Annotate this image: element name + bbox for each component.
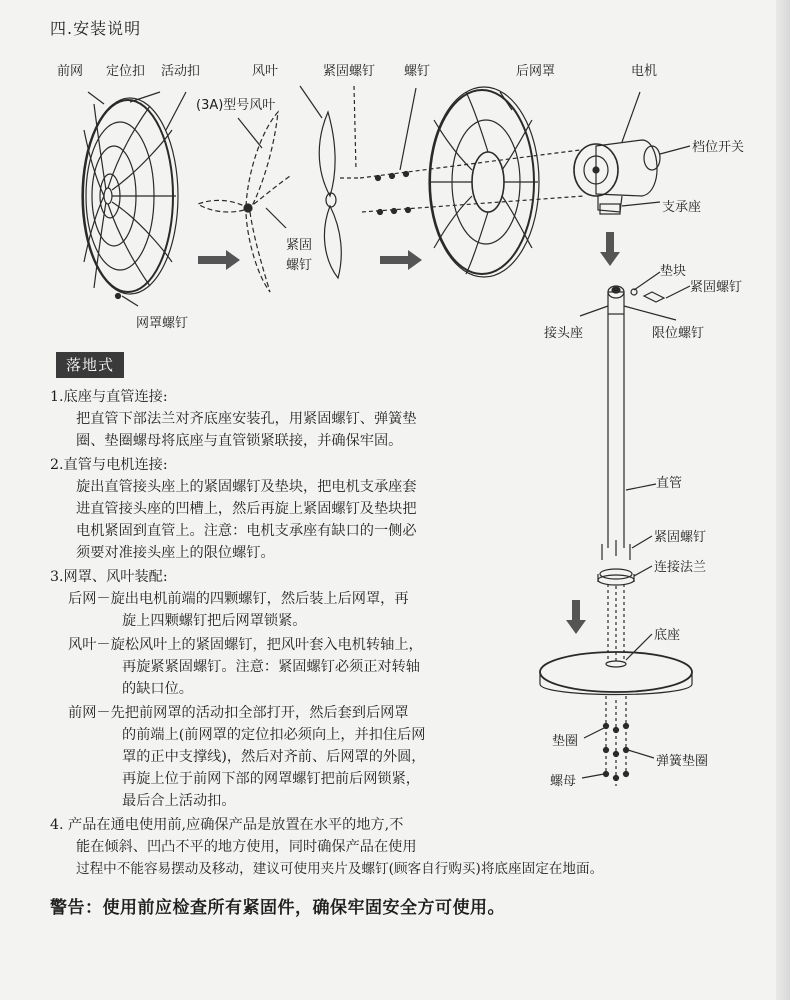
- step-1-heading: 1.底座与直管连接:: [50, 389, 168, 405]
- step-line: 圈、垫圈螺母将底座与直管锁紧联接，并确保牢固。: [76, 433, 403, 449]
- label-fastening-screw-blade: 紧固 螺钉: [286, 238, 313, 273]
- step-3-heading: 3.网罩、风叶装配:: [50, 569, 168, 585]
- label-motor: 电机: [631, 64, 658, 79]
- label-joint-seat: 接头座: [544, 326, 584, 341]
- warning-text: 警告：使用前应检查所有紧固件，确保牢固安全方可使用。: [50, 898, 505, 918]
- blade-3a-drawing: [198, 112, 290, 292]
- step-line: 能在倾斜、凹凸不平的地方使用，同时确保产品在使用: [76, 839, 417, 855]
- label-spring-washer: 弹簧垫圈: [656, 754, 709, 769]
- label-connecting-flange: 连接法兰: [654, 560, 707, 575]
- step-4-heading: 4. 产品在通电使用前,应确保产品是放置在水平的地方,不: [50, 817, 404, 833]
- step-line: 再旋紧紧固螺钉。注意：紧固螺钉必须正对转轴: [122, 659, 420, 675]
- step-line: 的前端上(前网罩的定位扣必须向上，并扣住后网: [122, 727, 426, 743]
- label-nut: 螺母: [550, 774, 577, 789]
- label-washer: 垫圈: [552, 734, 579, 749]
- step-line: 电机紧固到直管上。注意：电机支承座有缺口的一侧必: [76, 523, 417, 539]
- label-locating-clip: 定位扣: [106, 64, 146, 79]
- section-heading: 四.安装说明: [50, 19, 142, 38]
- label-movable-clip: 活动扣: [161, 64, 201, 79]
- label-rear-grille: 后网罩: [516, 64, 556, 79]
- step-line: 后网－旋出电机前端的四颗螺钉，然后装上后网罩，再: [68, 591, 409, 607]
- step-line: 须要对准接头座上的限位螺钉。: [76, 545, 275, 561]
- step-line: 旋出直管接头座上的紧固螺钉及垫块，把电机支承座套: [76, 479, 417, 495]
- step-line: 最后合上活动扣。: [122, 793, 236, 809]
- label-fastening-screw-top: 紧固螺钉: [323, 64, 376, 79]
- label-fastening-screw-flange: 紧固螺钉: [654, 530, 707, 545]
- label-support-seat: 支承座: [662, 200, 702, 215]
- step-line: 的缺口位。: [122, 681, 193, 697]
- label-front-grille: 前网: [57, 64, 84, 79]
- label-blade-3a: (3A)型号风叶: [196, 98, 276, 113]
- label-screw: 螺钉: [404, 64, 431, 79]
- step-line: 罩的正中支撑线)，然后对齐前、后网罩的外圆，: [122, 749, 426, 765]
- step-line: 把直管下部法兰对齐底座安装孔，用紧固螺钉、弹簧垫: [76, 411, 417, 427]
- step-line: 前网－先把前网罩的活动扣全部打开，然后套到后网罩: [68, 705, 409, 721]
- section-tag-floor-stand: 落地式: [56, 352, 124, 378]
- step-line: 进直管接头座的凹槽上，然后再旋上紧固螺钉及垫块把: [76, 501, 417, 517]
- step-line: 过程中不能容易摆动及移动，建议可使用夹片及螺钉(顾客自行购买)将底座固定在地面。: [76, 861, 604, 877]
- step-line: 风叶－旋松风叶上的紧固螺钉，把风叶套入电机转轴上，: [68, 637, 423, 653]
- step-2-heading: 2.直管与电机连接:: [50, 457, 168, 473]
- label-blade: 风叶: [252, 64, 279, 79]
- pole-drawing: [580, 272, 690, 548]
- label-base: 底座: [654, 628, 681, 643]
- label-speed-switch: 档位开关: [692, 140, 745, 155]
- label-limit-screw: 限位螺钉: [652, 326, 705, 341]
- label-fastening-screw-joint: 紧固螺钉: [690, 280, 743, 295]
- flange-drawing: [598, 536, 652, 662]
- step-line: 再旋上位于前网下部的网罩螺钉把前后网锁紧，: [122, 771, 420, 787]
- label-grille-screw: 网罩螺钉: [136, 316, 189, 331]
- rear-grille-drawing: [429, 87, 539, 277]
- step-line: 旋上四颗螺钉把后网罩锁紧。: [122, 613, 307, 629]
- label-pad-block: 垫块: [660, 264, 687, 279]
- front-grille-drawing: [82, 92, 186, 306]
- label-straight-pipe: 直管: [656, 476, 683, 491]
